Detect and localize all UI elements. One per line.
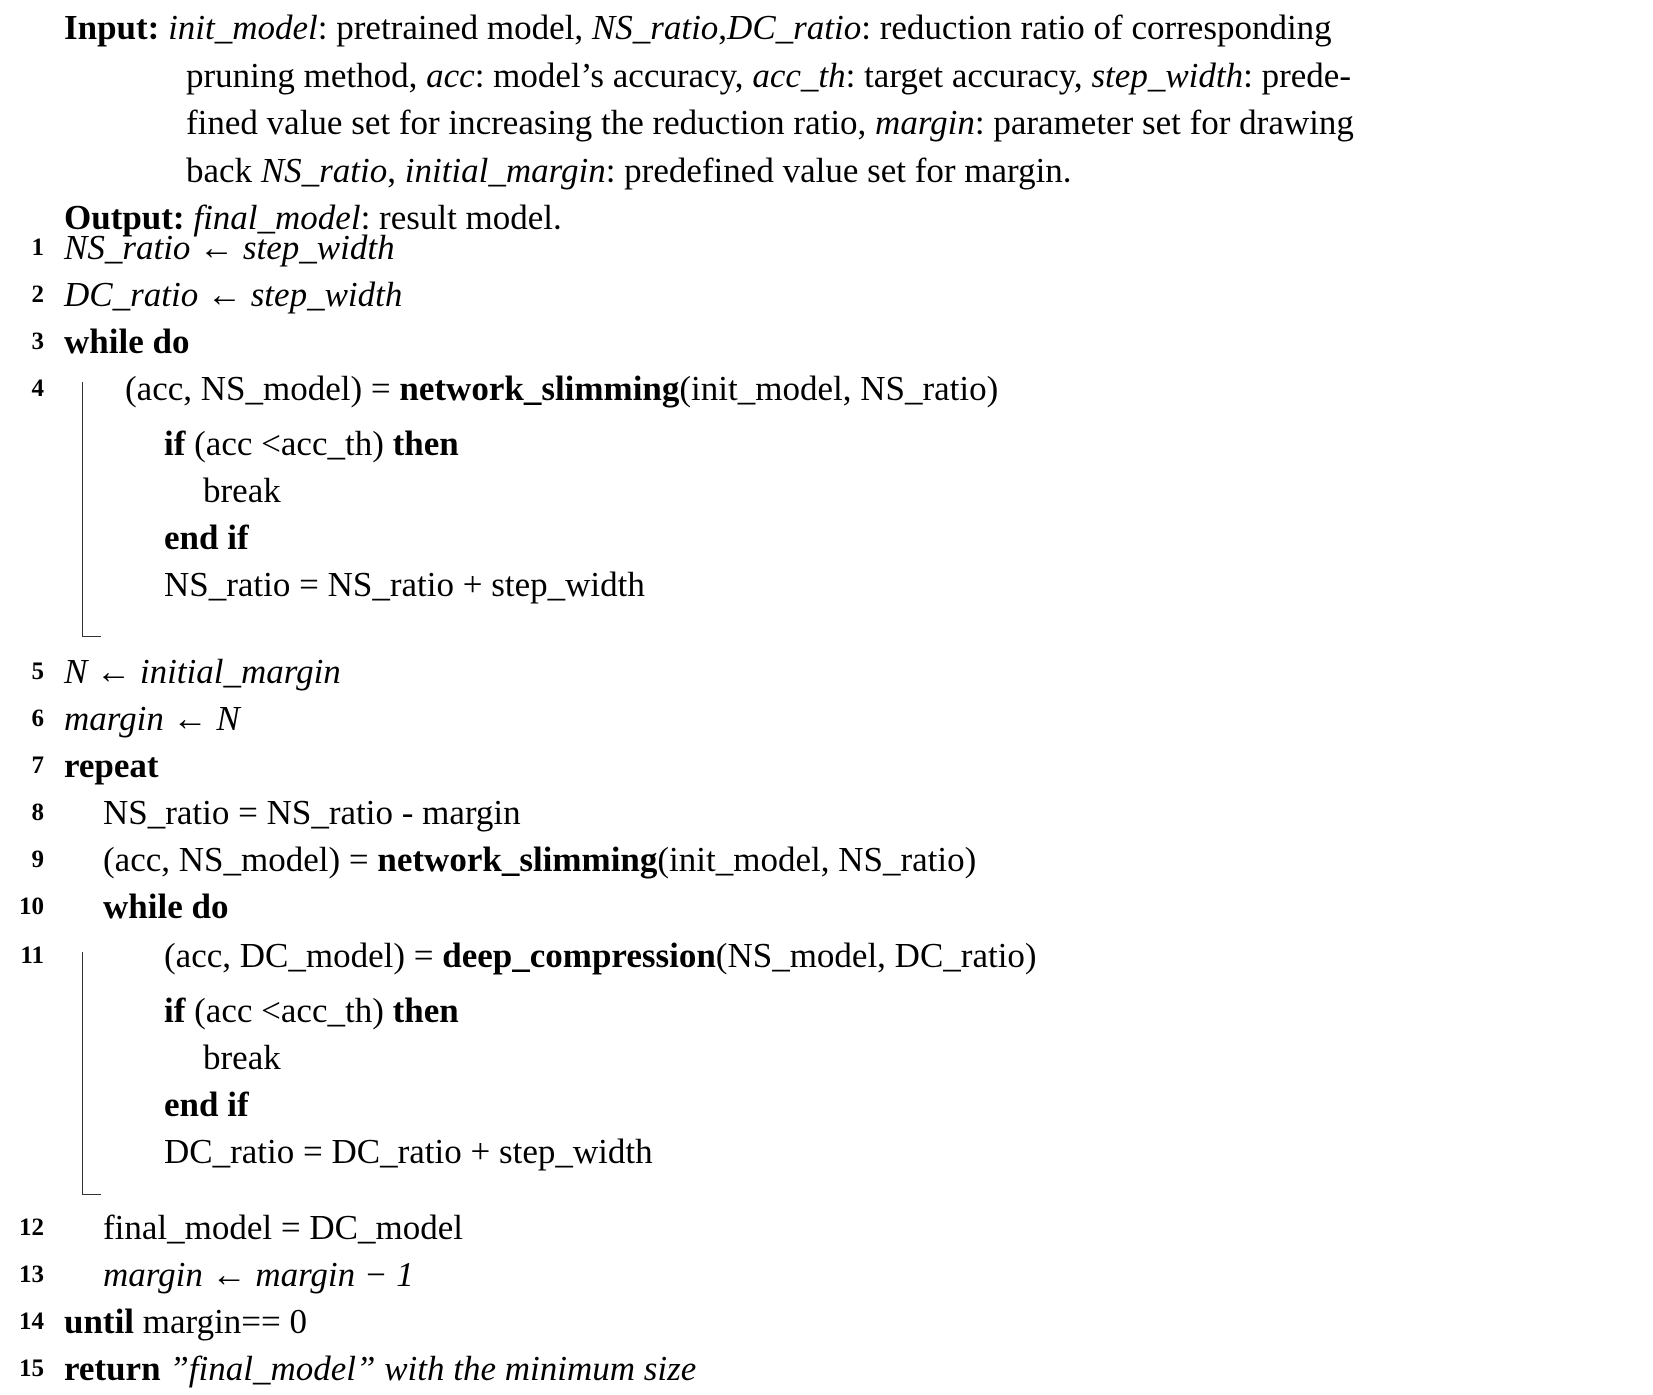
algorithm-line: [64, 318, 189, 365]
math-term: margin ← margin − 1: [103, 1255, 414, 1294]
math-term: init_model: [168, 8, 318, 47]
algorithm-line: [64, 271, 402, 318]
line-number: 9: [31, 846, 44, 873]
keyword: until: [64, 1302, 135, 1341]
algorithm-line: [164, 1128, 653, 1175]
line-number: 12: [19, 1214, 44, 1241]
text-segment: (acc <acc_th): [185, 991, 393, 1030]
line-number: 5: [31, 658, 44, 685]
algorithm-line: [103, 1251, 414, 1298]
algorithm-line: [125, 365, 998, 412]
keyword: if: [164, 424, 186, 463]
text-segment: : model’s accuracy,: [474, 55, 753, 95]
math-term: initial_margin: [404, 150, 606, 190]
algorithm-line: [164, 987, 459, 1034]
keyword: return: [64, 1349, 161, 1388]
math-term: acc_th: [752, 55, 846, 95]
math-term: ”final_model” with the minimum size: [160, 1349, 697, 1388]
input-line: [64, 52, 1644, 100]
text-segment: pruning method,: [186, 55, 427, 95]
text-segment: (init_model, NS_ratio): [657, 840, 977, 879]
keyword: deep_compression: [442, 936, 716, 975]
while-block-1-foot: [82, 636, 101, 637]
text-segment: : target accuracy,: [845, 55, 1092, 95]
math-term: final_model: [193, 198, 361, 237]
keyword: repeat: [64, 746, 159, 785]
text-segment: : result model.: [360, 198, 562, 237]
keyword: end if: [164, 1085, 249, 1124]
line-number: 15: [19, 1355, 44, 1382]
line-number: 14: [19, 1308, 44, 1335]
math-term: NS_ratio ← step_width: [64, 228, 395, 267]
keyword: if: [164, 991, 186, 1030]
algorithm-line: [164, 932, 1037, 979]
text-segment: ,: [387, 150, 405, 190]
text-segment: DC_ratio = DC_ratio + step_width: [164, 1132, 653, 1171]
text-segment: (init_model, NS_ratio): [679, 369, 999, 408]
algorithm-line: [64, 1298, 307, 1345]
algorithm-line: [64, 742, 159, 789]
text-segment: : prede-: [1243, 55, 1351, 95]
while-block-2-bar: [82, 952, 83, 1194]
input-line: [64, 99, 1644, 147]
algorithm-line: [103, 789, 521, 836]
input-spec: [64, 4, 1644, 194]
line-number: 6: [31, 705, 44, 732]
output-label: Output:: [64, 198, 194, 237]
text-segment: NS_ratio = NS_ratio - margin: [103, 793, 521, 832]
algorithm-line: [164, 1081, 249, 1128]
algorithm-line: [103, 836, 976, 883]
math-term: step_width: [1091, 55, 1244, 95]
keyword: while do: [103, 887, 229, 926]
line-number: 3: [31, 328, 44, 355]
input-line: [64, 4, 1644, 52]
line-number: 11: [20, 942, 44, 969]
algorithm-line: [164, 561, 645, 608]
text-segment: (NS_model, DC_ratio): [715, 936, 1037, 975]
algorithm-line: [203, 467, 281, 514]
line-number: 8: [31, 799, 44, 826]
input-line: [64, 147, 1644, 195]
algorithm-line: [64, 1345, 696, 1392]
line-number: 10: [19, 893, 44, 920]
text-segment: NS_ratio = NS_ratio + step_width: [164, 565, 645, 604]
text-segment: : pretrained model,: [317, 8, 592, 47]
keyword: then: [392, 424, 459, 463]
line-number: 7: [31, 752, 44, 779]
keyword: network_slimming: [377, 840, 658, 879]
math-term: NS_ratio: [591, 8, 719, 47]
keyword: end if: [164, 518, 249, 557]
line-number: 2: [31, 281, 44, 308]
algorithm-line: [164, 514, 249, 561]
math-term: margin: [875, 103, 975, 142]
text-segment: (acc, NS_model) =: [103, 840, 378, 879]
text-segment: ,: [718, 8, 728, 47]
text-segment: : parameter set for drawing: [974, 103, 1354, 142]
algorithm-line: [64, 648, 341, 695]
text-segment: : predefined value set for margin.: [605, 150, 1072, 190]
text-segment: (acc, DC_model) =: [164, 936, 443, 975]
algorithm-line: [164, 420, 459, 467]
line-number: 4: [31, 375, 44, 402]
algorithm-line: [203, 1034, 281, 1081]
keyword: then: [392, 991, 459, 1030]
keyword: while do: [64, 322, 190, 361]
text-segment: margin== 0: [134, 1302, 308, 1341]
while-block-2-foot: [82, 1194, 101, 1195]
algorithm-io-section: [64, 4, 1644, 242]
text-segment: break: [203, 471, 281, 510]
input-label: Input:: [64, 8, 169, 47]
math-term: margin ← N: [64, 699, 240, 738]
algorithm-line: [64, 695, 240, 742]
text-segment: : reduction ratio of corresponding: [861, 8, 1332, 47]
algorithm-line: [103, 883, 228, 930]
keyword: network_slimming: [399, 369, 680, 408]
math-term: DC_ratio ← step_width: [64, 275, 403, 314]
text-segment: (acc <acc_th): [185, 424, 393, 463]
algorithm-line: [64, 224, 395, 271]
math-term: acc: [426, 55, 475, 95]
algorithm-line: [103, 1204, 463, 1251]
line-number: 13: [19, 1261, 44, 1288]
line-number: 1: [31, 234, 44, 261]
text-segment: final_model = DC_model: [103, 1208, 463, 1247]
text-segment: back: [186, 150, 261, 190]
math-term: DC_ratio: [727, 8, 862, 47]
text-segment: fined value set for increasing the reduction ratio,: [186, 103, 876, 142]
while-block-1-bar: [82, 382, 83, 636]
math-term: N ← initial_margin: [64, 652, 341, 691]
text-segment: (acc, NS_model) =: [125, 369, 400, 408]
text-segment: break: [203, 1038, 281, 1077]
math-term: NS_ratio: [260, 150, 388, 190]
